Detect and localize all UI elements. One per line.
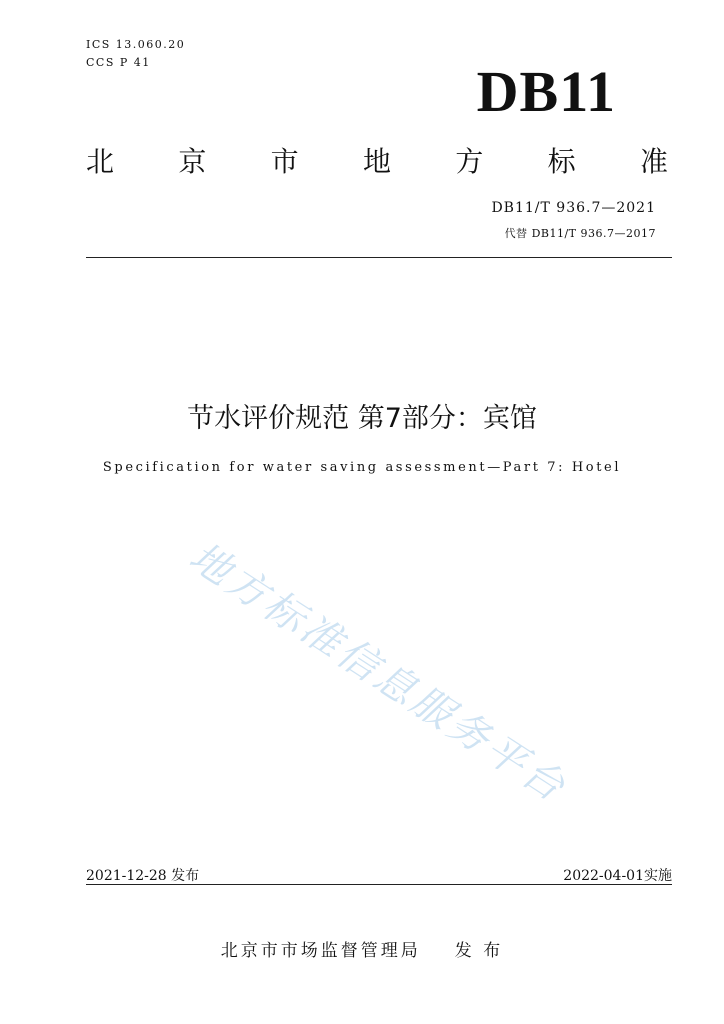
issue-label: 发布	[171, 868, 200, 884]
ics-code: ICS 13.060.20	[86, 38, 186, 51]
implementation-label: 实施	[644, 868, 672, 884]
standard-code: DB11/T 936.7—2021	[491, 200, 656, 216]
replaces-label: 代替	[504, 227, 528, 240]
standard-type-char: 北	[86, 145, 115, 178]
standard-type-heading	[86, 140, 668, 180]
title-chinese: 节水评价规范 第7部分：宾馆	[187, 403, 537, 434]
publisher-name: 北京市市场监督管理局	[220, 941, 421, 961]
replaces-line	[505, 225, 656, 241]
title-english: Specification for water saving assessment—Part 7: Hotel	[102, 460, 622, 475]
watermark-text: 地方标准信息服务平台	[181, 533, 576, 813]
standard-type-char: 市	[270, 145, 299, 178]
bottom-divider	[86, 884, 672, 885]
standard-type-char: 方	[455, 145, 484, 178]
standard-type-char: 地	[362, 145, 391, 178]
db11-logo: DB11	[476, 59, 616, 124]
publisher-action: 发 布	[454, 941, 504, 961]
ccs-code: CCS P 41	[86, 56, 151, 69]
issue-date: 2021-12-28	[86, 868, 167, 884]
top-divider	[86, 257, 672, 258]
implementation-date: 2022-04-01	[563, 868, 644, 884]
standard-type-char: 准	[639, 145, 668, 178]
issue-date-line	[86, 865, 199, 885]
standard-type-char: 京	[178, 145, 207, 178]
standard-type-char: 标	[547, 145, 576, 178]
replaces-code: DB11/T 936.7—2017	[531, 227, 656, 240]
publisher-line	[0, 936, 724, 961]
implementation-date-line	[563, 865, 672, 885]
